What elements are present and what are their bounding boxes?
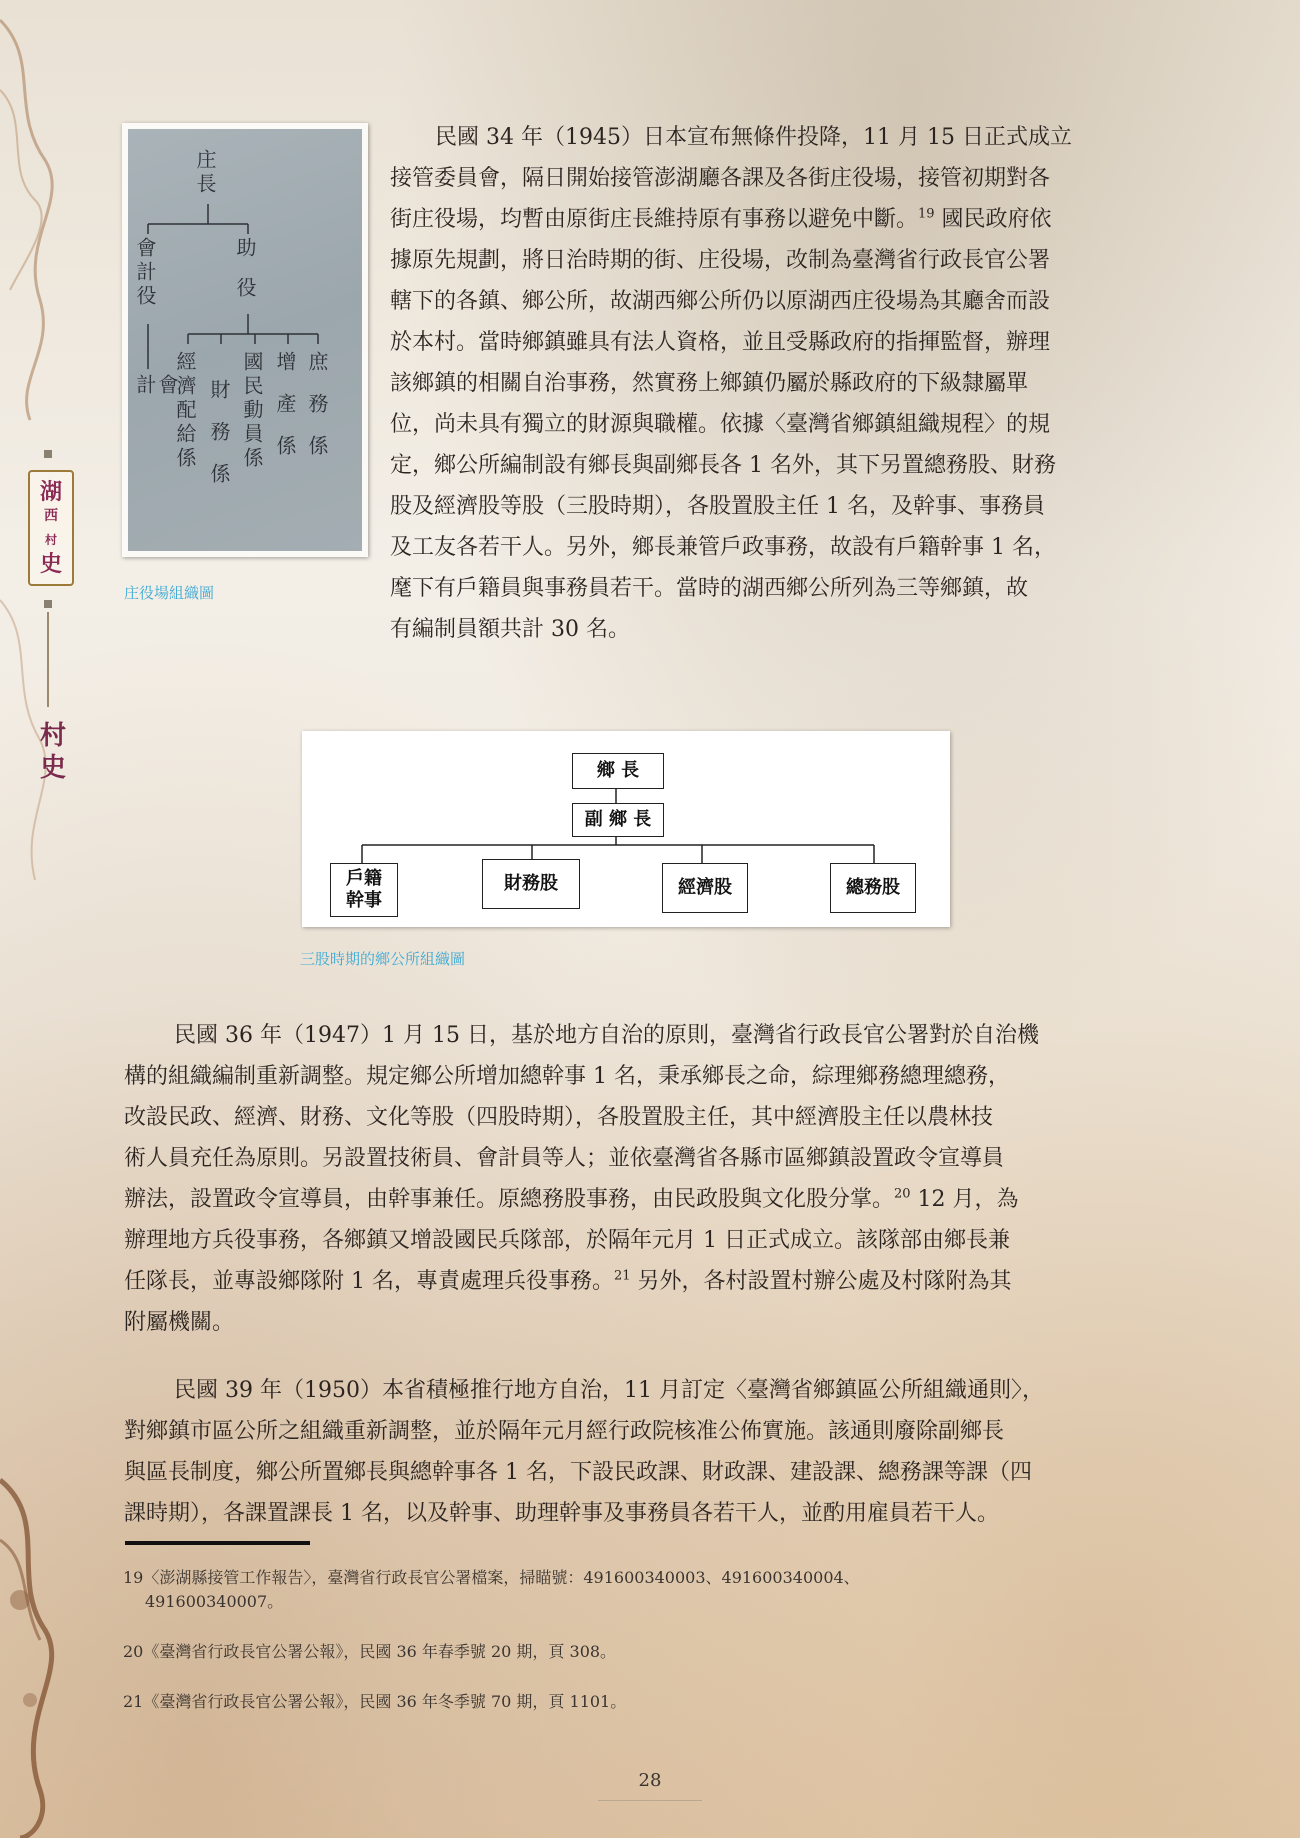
org-chart-photo-image: [128, 129, 362, 551]
paragraph-3: [124, 1370, 1176, 1534]
sidebar-dot: [44, 450, 52, 458]
text-line: 股及經濟股等股（三股時期），各股置股主任 1 名，及幹事、事務員: [390, 494, 1045, 519]
text-line: 民國 36 年（1947）1 月 15 日，基於地方自治的原則，臺灣省行政長官公署對於自治機: [174, 1023, 1039, 1048]
org-box-general-affairs-section: 總務股: [830, 863, 916, 913]
text-line: 課時期），各課置課長 1 名，以及幹事、助理幹事及事務員各若干人，並酌用雇員若干人。: [124, 1501, 999, 1526]
text-span: 街庄役場，均暫由原街庄長維持原有事務以避免中斷。: [390, 207, 919, 232]
text-line: 與區長制度，鄉公所置鄉長與總幹事各 1 名，下設民政課、財政課、建設課、總務課等課（四: [124, 1460, 1032, 1485]
text-line: 構的組織編制重新調整。規定鄉公所增加總幹事 1 名，秉承鄉長之命，綜理鄉務總理總務，: [124, 1064, 1010, 1089]
footnote-20: 20《臺灣省行政長官公署公報》，民國 36 年春季號 20 期，頁 308。: [123, 1642, 617, 1661]
photo-section-label: 經濟配給係: [173, 351, 197, 471]
photo-level2-label: 助役: [233, 237, 257, 317]
text-span: 國民政府依: [934, 207, 1052, 232]
footnote-rule: [125, 1541, 310, 1545]
text-line: 術人員充任為原則。另設置技術員、會計員等人；並依臺灣省各縣市區鄉鎮設置政令宣導員: [124, 1146, 1005, 1171]
text-line: 於本村。當時鄉鎮雖具有法人資格，並且受縣政府的指揮監督，辦理: [390, 330, 1051, 355]
text-line: [124, 1179, 1176, 1220]
photo-level2-label: 會計役: [133, 237, 157, 309]
org-box-line: 戶籍: [346, 868, 382, 889]
text-line: 改設民政、經濟、財務、文化等股（四股時期），各股置股主任，其中經濟股主任以農林技: [124, 1105, 994, 1130]
text-line: 及工友各若干人。另外，鄉長兼管戶政事務，故設有戶籍幹事 1 名，: [390, 535, 1056, 560]
text-line: 民國 34 年（1945）日本宣布無條件投降，11 月 15 日正式成立: [435, 125, 1072, 150]
badge-char: 湖: [39, 479, 62, 505]
footnote-19-cont: 491600340007。: [145, 1592, 284, 1611]
photo-top-label: 庄長: [193, 149, 217, 197]
text-span: 另外，各村設置村辦公處及村隊附為其: [630, 1269, 1012, 1294]
footnote-19: 19〈澎湖縣接管工作報告〉，臺灣省行政長官公署檔案，掃瞄號：491600340003、491600340004、: [123, 1568, 860, 1587]
text-line: 有編制員額共計 30 名。: [390, 617, 630, 642]
page-number: 28: [638, 1770, 662, 1791]
decorative-scroll-ornament: [0, 0, 80, 1838]
footnote-ref: 21: [614, 1268, 631, 1284]
sidebar-divider: [47, 612, 49, 707]
text-line: 據原先規劃，將日治時期的街、庄役場，改制為臺灣省行政長官公署: [390, 248, 1051, 273]
org-chart-caption: 三股時期的鄉公所組織圖: [300, 950, 466, 968]
badge-char: 史: [39, 551, 62, 577]
text-line: 接管委員會，隔日開始接管澎湖廳各課及各街庄役場，接管初期對各: [390, 166, 1051, 191]
photo-section-label: 國民動員係: [240, 351, 264, 471]
badge-char: 村: [44, 533, 57, 547]
org-box-line: 幹事: [346, 890, 382, 911]
org-box-economic-section: 經濟股: [662, 863, 748, 913]
org-box-deputy-chief: 副 鄉 長: [572, 803, 664, 837]
text-span: 12 月，為: [910, 1187, 1019, 1212]
text-span: 任隊長，並專設鄉隊附 1 名，專責處理兵役事務。: [124, 1269, 614, 1294]
text-span: 辦法，設置政令宣導員，由幹事兼任。原總務股事務，由民政股與文化股分掌。: [124, 1187, 895, 1212]
village-office-org-photo: [122, 123, 368, 557]
text-line: [124, 1261, 1176, 1302]
text-line: 對鄉鎮市區公所之組織重新調整，並於隔年元月經行政院核准公佈實施。該通則廢除副鄉長: [124, 1419, 1005, 1444]
text-line: 附屬機關。: [124, 1310, 235, 1335]
photo-caption: 庄役場組織圖: [124, 584, 215, 602]
text-line: 民國 39 年（1950）本省積極推行地方自治，11 月訂定〈臺灣省鄉鎮區公所組織通則〉，: [174, 1378, 1044, 1403]
org-box-finance-section: 財務股: [482, 859, 580, 909]
paragraph-1: [390, 117, 1176, 650]
text-line: 辦理地方兵役事務，各鄉鎮又增設國民兵隊部，於隔年元月 1 日正式成立。該隊部由鄉長兼: [124, 1228, 1010, 1253]
text-line: 位，尚未具有獨立的財源與職權。依據〈臺灣省鄉鎮組織規程〉的規: [390, 412, 1051, 437]
footnote-ref: 20: [894, 1186, 911, 1202]
photo-section-label: 庶務係: [305, 351, 329, 477]
photo-section-label: 財務係: [207, 379, 231, 505]
paragraph-2: [124, 1015, 1176, 1343]
footnote-21: 21《臺灣省行政長官公署公報》，民國 36 年冬季號 70 期，頁 1101。: [123, 1692, 627, 1711]
footnote-ref: 19: [918, 206, 935, 222]
sidebar-dot: [44, 600, 52, 608]
photo-accounting-label: 會計: [133, 374, 179, 464]
text-line: [390, 199, 1176, 240]
photo-section-label: 增產係: [273, 351, 297, 477]
text-line: 該鄉鎮的相關自治事務，然實務上鄉鎮仍屬於縣政府的下級隸屬單: [390, 371, 1029, 396]
section-label: 村史: [39, 721, 66, 783]
text-line: 麾下有戶籍員與事務員若干。當時的湖西鄉公所列為三等鄉鎮，故: [390, 576, 1029, 601]
page-number-underline: [598, 1800, 702, 1801]
badge-char: 西: [44, 508, 58, 524]
org-box-household-registrar: [330, 863, 398, 917]
org-box-township-chief: 鄉 長: [572, 753, 664, 789]
book-title-badge: [28, 470, 74, 586]
text-line: 轄下的各鎮、鄉公所，故湖西鄉公所仍以原湖西庄役場為其廳舍而設: [390, 289, 1051, 314]
township-office-org-chart: [302, 731, 950, 927]
text-line: 定，鄉公所編制設有鄉長與副鄉長各 1 名外，其下另置總務股、財務: [390, 453, 1056, 478]
